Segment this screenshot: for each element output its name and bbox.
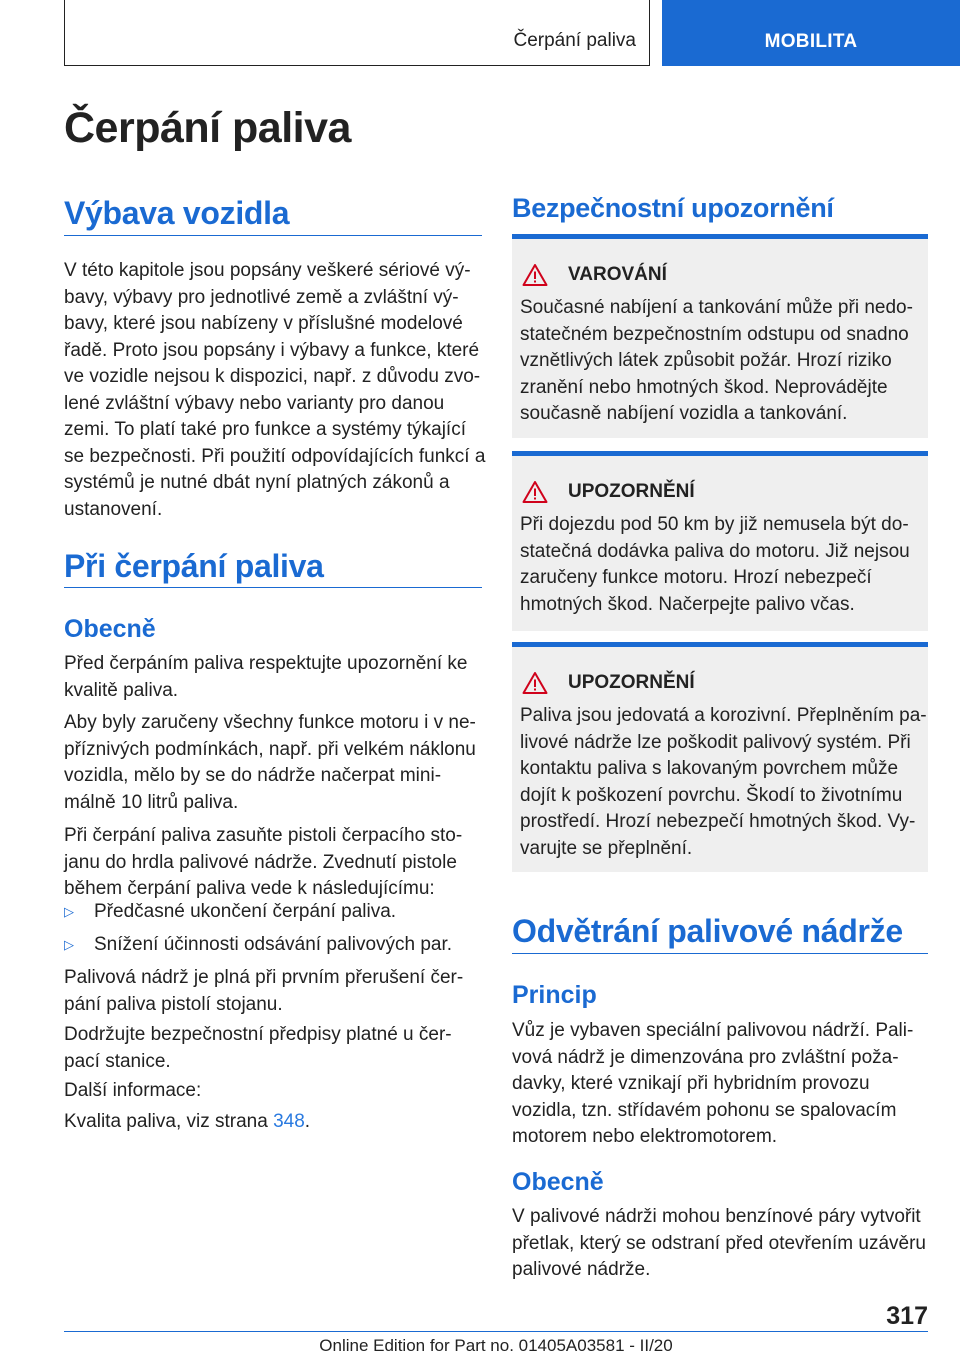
text-line: přetlak, který se odstraní před otevřením uzávěru [512, 1232, 926, 1254]
footer-edition: Online Edition for Part no. 01405A03581 - II/20 [319, 1336, 673, 1355]
paragraph-minimum-fuel [64, 710, 484, 816]
text-line: V palivové nádrži mohou benzínové páry vytvořit [512, 1206, 921, 1227]
text-line: pání paliva pistolí stojanu. [64, 993, 283, 1015]
text-line: příznivých podmínkách, např. při velkém náklonu [64, 738, 476, 760]
paragraph-reference: Kvalita paliva, viz strana 348. [64, 1111, 311, 1132]
text-line: Při čerpání paliva zasuňte pistoli čerpacího sto- [64, 825, 463, 846]
paragraph-safety-rules [64, 1022, 484, 1075]
warning-title: UPOZORNĚNÍ [568, 672, 695, 693]
text-line: zaručeny funkce motoru. Hrozí nebezpečí [520, 567, 872, 588]
warning-box [512, 234, 928, 438]
text-line: palivové nádrže. [512, 1259, 651, 1280]
warning-triangle-icon [522, 480, 548, 504]
paragraph-fuel-quality [64, 651, 484, 704]
section-heading-tank-venting: Odvětrání palivové nádrže [512, 913, 903, 949]
paragraph-more-info: Další informace: [64, 1080, 202, 1101]
text-line: málně 10 litrů paliva. [64, 791, 239, 813]
header-chapter-tab[interactable]: MOBILITA [662, 0, 960, 66]
text-line: vznětlivých látek způsobit požár. Hrozí riziko [520, 350, 892, 371]
bullet-triangle-icon: ▷ [64, 904, 74, 919]
text-line: současně nabíjení vozidla a tankování. [520, 403, 848, 424]
paragraph-nozzle [64, 823, 484, 903]
text-line: zemi. To platí také pro funkce a systémy týkající [64, 419, 466, 440]
text-line: vová nádrž je dimenzována pro zvláštní poža- [512, 1046, 899, 1068]
text-line: řadě. Proto jsou popsány i výbavy a funkce, které [64, 339, 480, 361]
page-reference-link[interactable]: 348 [273, 1111, 305, 1132]
text-line: statečném bezpečnostním odstupu od snadno [520, 323, 909, 345]
text-line: livové nádrže lze poškodit palivový systém. Při [520, 731, 911, 753]
section-heading-equipment: Výbava vozidla [64, 195, 290, 231]
section-divider [64, 587, 482, 588]
text-line: Paliva jsou jedovatá a korozivní. Přeplněním pa- [520, 705, 927, 726]
text-line: statečná dodávka paliva do motoru. Již nejsou [520, 540, 910, 562]
text-line: dojít k poškození povrchu. Škodí to životnímu [520, 784, 903, 806]
text-line: Dodržujte bezpečnostní předpisy platné u čer- [64, 1024, 452, 1045]
text-line: davky, které vznikají při hybridním provozu [512, 1073, 870, 1094]
warning-title: VAROVÁNÍ [568, 264, 667, 285]
section-heading-refueling: Při čerpání paliva [64, 548, 324, 584]
text-line: bavy, výbavy pro jednotlivé země a zvláštní vý- [64, 286, 459, 308]
text-line: Současné nabíjení a tankování může při nedo- [520, 297, 913, 318]
text-line: hmotných škod. Načerpejte palivo včas. [520, 593, 855, 615]
text-line: Vůz je vybaven speciální palivovou nádrží. Pali- [512, 1020, 914, 1041]
text-line: V této kapitole jsou popsány veškeré sériové vý- [64, 260, 471, 281]
text-line: Palivová nádrž je plná při prvním přerušení čer- [64, 967, 464, 988]
text-line: vozidla, tzn. střídavém pohonu se spalovacím [512, 1099, 897, 1121]
text-line: Při dojezdu pod 50 km by již nemusela být do- [520, 514, 909, 535]
text-line: pací stanice. [64, 1050, 171, 1072]
text-line: Aby byly zaručeny všechny funkce motoru i v ne- [64, 712, 476, 733]
caution-box [512, 451, 928, 631]
caution-box [512, 642, 928, 872]
bullet-triangle-icon: ▷ [64, 937, 74, 952]
header-section-title: Čerpání paliva [513, 30, 636, 51]
page-title: Čerpání paliva [64, 104, 351, 152]
paragraph-pressure [512, 1204, 930, 1284]
subheading-general: Obecně [64, 615, 156, 643]
text-line: se bezpečnosti. Při použití odpovídajících funkcí a [64, 445, 486, 467]
text-line: kontaktu paliva s lakovaným povrchem může [520, 758, 899, 779]
warning-triangle-icon [522, 671, 548, 695]
text-line: během čerpání paliva vede k následujícímu: [64, 878, 435, 899]
text-line: bavy, které jsou nabízeny v příslušné modelové [64, 313, 463, 334]
footer-divider [64, 1331, 928, 1332]
section-heading-safety: Bezpečnostní upozornění [512, 193, 834, 223]
page-number: 317 [886, 1302, 928, 1330]
text-line: varujte se přeplnění. [520, 837, 693, 859]
warning-text [520, 512, 924, 618]
warning-title: UPOZORNĚNÍ [568, 481, 695, 502]
text-line: systémů je nutné dbát nyní platných zákonů a [64, 472, 450, 493]
text-line: janu do hrdla palivové nádrže. Zvednutí pistole [64, 851, 457, 873]
text-line: vozidla, mělo by se do nádrže načerpat mini- [64, 765, 442, 786]
text-line: prostředí. Hrozí nebezpečí hmotných škod. Vy- [520, 811, 916, 832]
warning-text [520, 703, 927, 862]
paragraph-tank-full [64, 965, 484, 1018]
section-divider [512, 953, 928, 954]
text-line: ve vozidle nejsou k dispozici, např. z důvodu zvo- [64, 366, 481, 387]
text-line: motorem nebo elektromotorem. [512, 1126, 778, 1147]
text-line: ustanovení. [64, 498, 163, 520]
equipment-paragraph [64, 258, 484, 523]
text-line: kvalitě paliva. [64, 679, 179, 701]
text-line: Před čerpáním paliva respektujte upozornění ke [64, 653, 468, 674]
text-line: lené zvláštní výbavy nebo varianty pro danou [64, 392, 445, 414]
subheading-principle: Princip [512, 981, 597, 1009]
subheading-general: Obecně [512, 1168, 604, 1196]
section-divider [64, 235, 482, 236]
warning-triangle-icon [522, 263, 548, 287]
warning-text [520, 295, 924, 428]
text-line: zranění nebo hmotných škod. Neprovádějte [520, 376, 888, 398]
paragraph-special-tank [512, 1018, 930, 1151]
